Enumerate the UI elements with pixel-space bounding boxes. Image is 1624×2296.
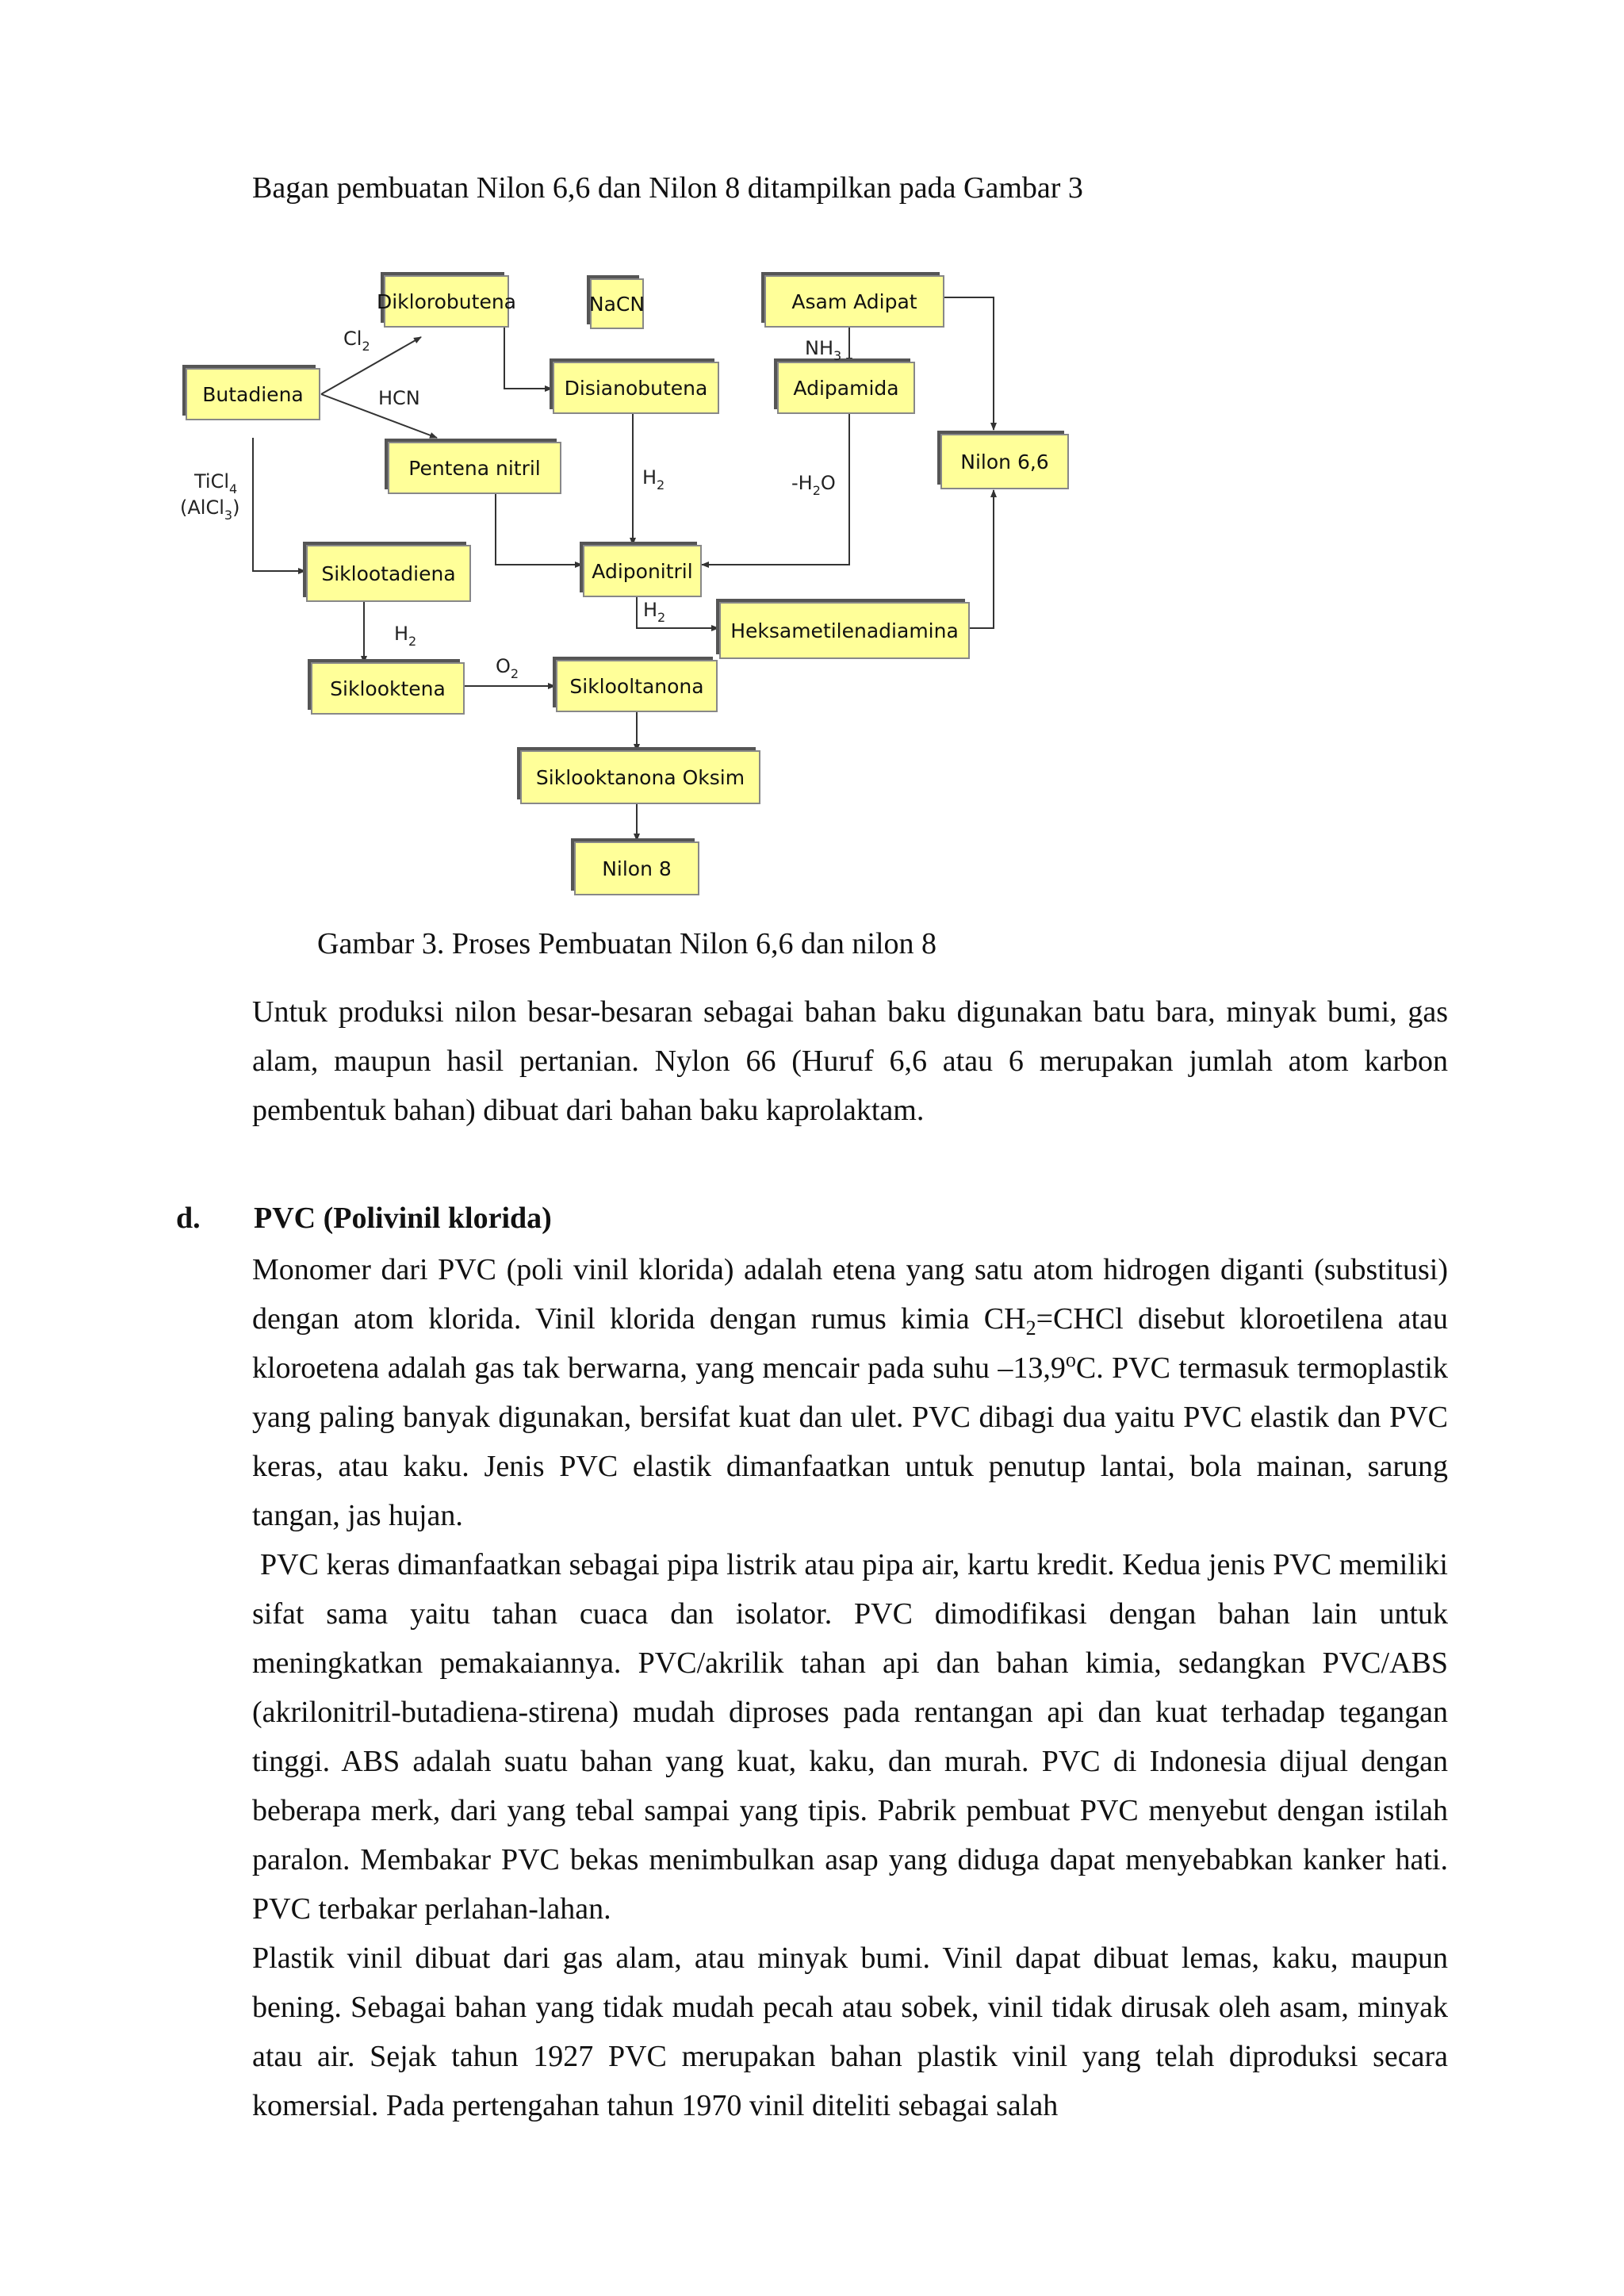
box-adipamida xyxy=(774,358,914,413)
box-nacn xyxy=(587,275,645,328)
intro-sentence: Bagan pembuatan Nilon 6,6 dan Nilon 8 ditampilkan pada Gambar 3 xyxy=(252,171,1083,205)
box-butadiena xyxy=(182,365,320,420)
pvc-text-part-3: C. PVC termasuk termoplastik yang paling banyak digunakan, bersifat kuat dan ulet. PVC dibagi dua yaitu PVC elastik dan PVC keras, atau kaku. Jenis PVC elastik dimanfaatkan untuk penutup lantai, bola mainan, sarung tangan, jas hujan. xyxy=(252,1351,1448,1532)
paragraph-pvc-monomer xyxy=(252,1245,1448,1540)
label-minus-h2o: $-H_2O$ xyxy=(791,472,836,498)
box-label: Pentena nitril xyxy=(408,457,541,480)
box-label: NaCN xyxy=(588,293,645,316)
box-label: Butadiena xyxy=(202,383,304,406)
section-title: PVC (Polivinil klorida) xyxy=(254,1202,552,1235)
arrow-butadiena-siklootadiena xyxy=(253,438,305,571)
label-h2-siklootadiena: $H_2$ xyxy=(394,623,417,649)
degree-superscript: o xyxy=(1065,1348,1076,1371)
box-label: Diklorobutena xyxy=(376,290,517,313)
box-label: Siklooktanona Oksim xyxy=(535,766,745,789)
box-asam-adipat xyxy=(761,272,944,327)
label-alcl3: (AlCl$_3$) xyxy=(180,496,240,523)
label-h2-adiponitril: $H_2$ xyxy=(643,599,666,625)
box-pentena-nitril xyxy=(385,439,561,493)
pvc-text-part-1: Monomer dari PVC (poli vinil klorida) adalah etena yang satu atom hidrogen diganti (substitusi) dengan atom klorida. Vinil klorida dengan rumus kimia CH xyxy=(252,1253,1448,1336)
arrow-butadiena-diklorobutena xyxy=(321,337,421,394)
box-label: Nilon 6,6 xyxy=(960,450,1049,473)
box-label: Nilon 8 xyxy=(602,857,672,880)
label-ticl4: TiCl$_4$ xyxy=(194,470,238,496)
nylon-process-diagram xyxy=(170,262,1138,912)
figure-caption: Gambar 3. Proses Pembuatan Nilon 6,6 dan nilon 8 xyxy=(317,927,937,960)
box-heksametilenadiamina xyxy=(716,599,969,658)
box-siklootadiena xyxy=(303,542,470,601)
subscript-2: 2 xyxy=(1025,1317,1036,1340)
label-cl2: $Cl_2$ xyxy=(343,328,370,354)
arrow-asamadipat-nilon66 xyxy=(944,297,994,430)
box-label: Disianobutena xyxy=(564,377,708,400)
box-nilon8 xyxy=(571,838,699,895)
box-siklooktena xyxy=(308,659,464,714)
label-o2: $O_2$ xyxy=(496,655,519,681)
section-number: d. xyxy=(176,1202,201,1235)
box-siklooktanona-oksim xyxy=(517,747,760,803)
label-nh3: $NH_3$ xyxy=(805,337,842,363)
paragraph-nylon-production: Untuk produksi nilon besar-besaran sebagai bahan baku digunakan batu bara, minyak bumi, gas alam, maupun hasil pertanian. Nylon 66 (Huruf 6,6 atau 6 merupakan jumlah atom karbon pembentuk bahan) dibuat dari bahan baku kaprolaktam. xyxy=(252,995,1448,1127)
box-label: Adiponitril xyxy=(592,560,693,583)
pvc-text-part-2: =CHCl disebut kloroetilena atau kloroetena adalah gas tak berwarna, yang mencair pada suhu –13,9 xyxy=(252,1302,1448,1385)
box-label: Siklooktena xyxy=(330,677,446,700)
arrow-pentenanitril-adiponitril xyxy=(496,493,582,565)
box-disianobutena xyxy=(550,358,718,413)
box-label: Siklooltanona xyxy=(569,675,704,698)
box-label: Asam Adipat xyxy=(791,290,917,313)
box-label: Heksametilenadiamina xyxy=(730,619,959,642)
label-hcn: HCN xyxy=(378,387,420,409)
box-nilon66 xyxy=(937,431,1068,489)
arrow-diklorobutena-disianobutena xyxy=(504,327,552,389)
arrow-heksametilenadiamina-nilon66 xyxy=(969,490,994,628)
box-label: Adipamida xyxy=(793,377,899,400)
box-diklorobutena xyxy=(377,272,516,327)
label-h2-disianobutena: $H_2$ xyxy=(642,466,665,493)
box-label: Siklootadiena xyxy=(321,562,456,585)
diagram-boxes xyxy=(182,272,1068,895)
box-siklooltanona xyxy=(553,657,717,711)
paragraph-plastik-vinil: Plastik vinil dibuat dari gas alam, atau minyak bumi. Vinil dapat dibuat lemas, kaku, maupun bening. Sebagai bahan yang tidak mudah pecah atau sobek, vinil tidak dirusak oleh asam, minyak atau air. Sejak tahun 1927 PVC merupakan bahan plastik vinil yang telah diproduksi secara komersial. Pada pertengahan tahun 1970 vinil diteliti sebagai salah xyxy=(252,1941,1448,2122)
paragraph-pvc-keras: PVC keras dimanfaatkan sebagai pipa listrik atau pipa air, kartu kredit. Kedua jenis PVC memiliki sifat sama yaitu tahan cuaca dan isolator. PVC dimodifikasi dengan bahan lain untuk meningkatkan pemakaiannya. PVC/akrilik tahan api dan bahan kimia, sedangkan PVC/ABS (akrilonitril-butadiena-stirena) mudah diproses pada rentangan api dan kuat terhadap tegangan tinggi. ABS adalah suatu bahan yang kuat, kaku, dan murah. PVC di Indonesia dijual dengan beberapa merk, dari yang tebal sampai yang tipis. Pabrik pembuat PVC menyebut dengan istilah paralon. Membakar PVC bekas menimbulkan asap yang diduga dapat menyebabkan kanker hati. PVC terbakar perlahan-lahan. xyxy=(252,1548,1448,1926)
box-adiponitril xyxy=(580,542,701,596)
